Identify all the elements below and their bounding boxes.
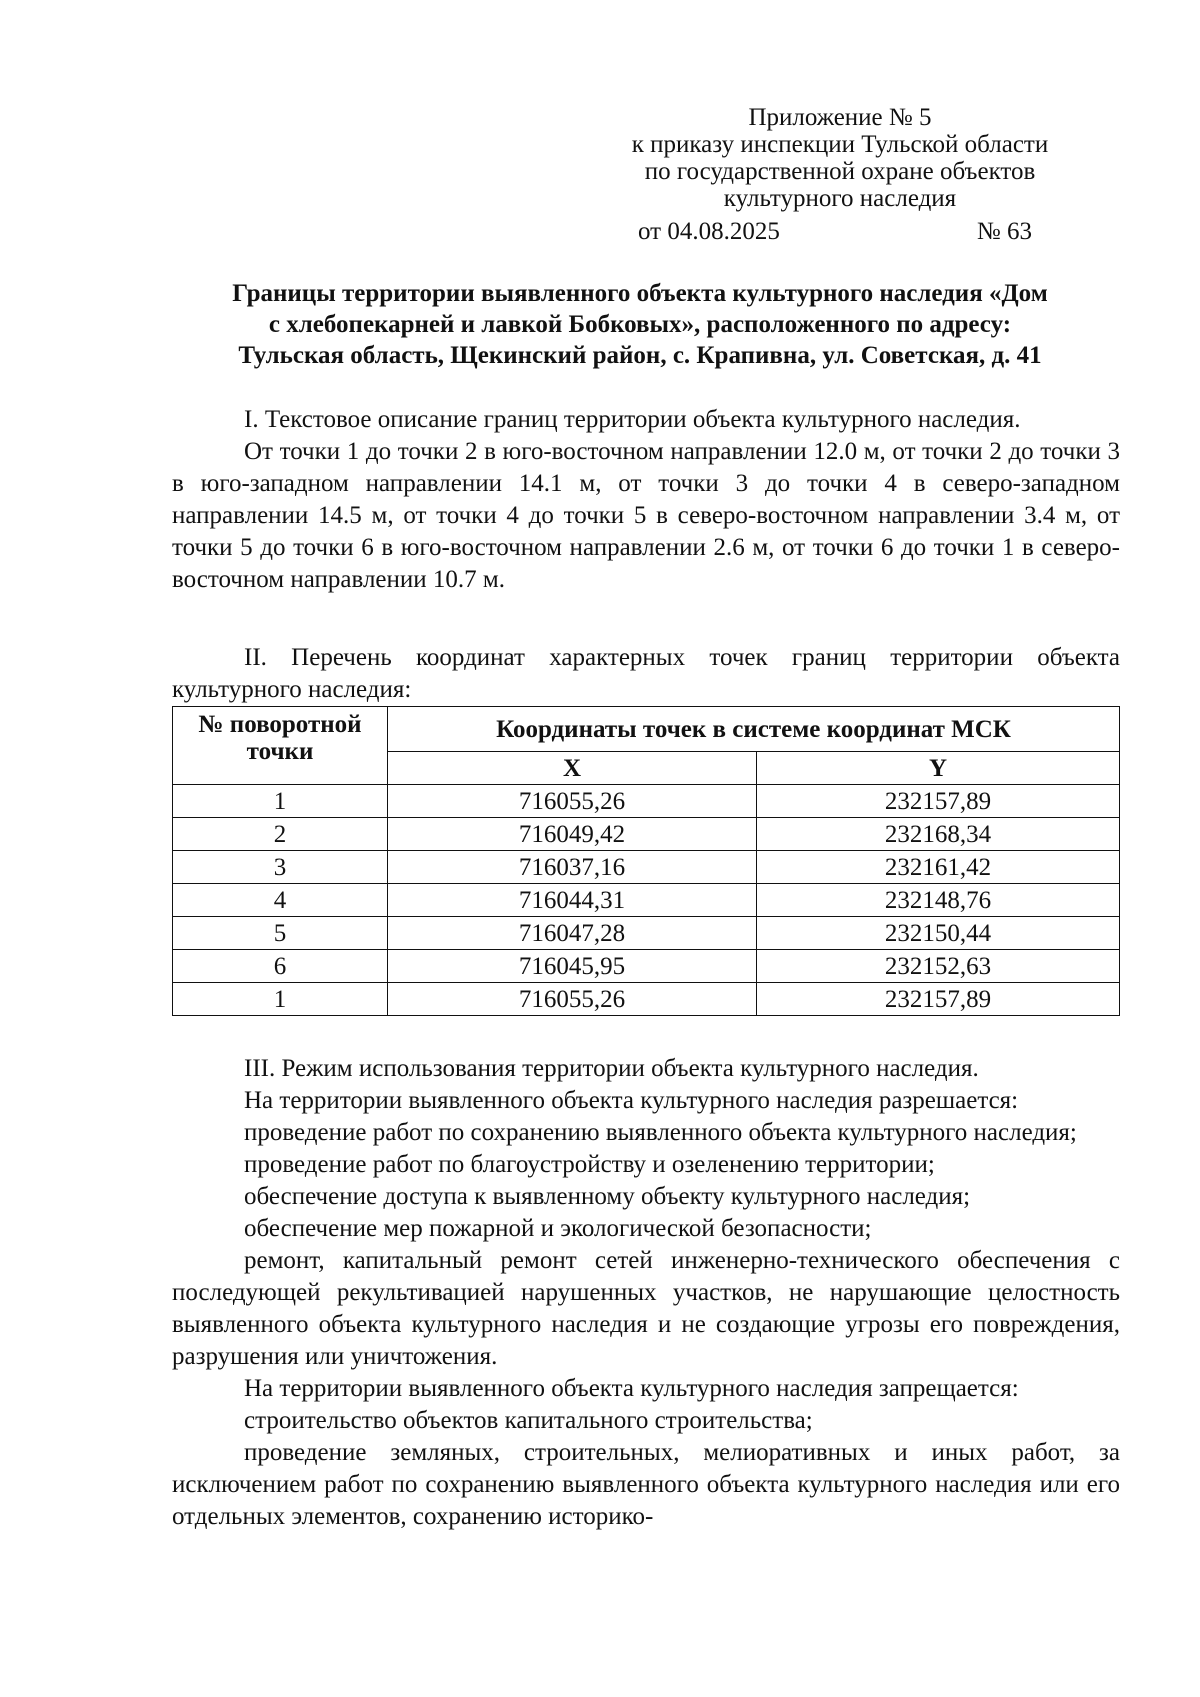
appendix-number: Приложение № 5 — [748, 104, 932, 131]
cell-y: 232157,89 — [757, 785, 1120, 818]
cell-y: 232152,63 — [757, 950, 1120, 983]
allowed-item: проведение работ по сохранению выявленного объекта культурного наследия; — [244, 1119, 1077, 1146]
appendix-order-line: по государственной охране объектов — [644, 158, 1036, 185]
allowed-item: обеспечение мер пожарной и экологической безопасности; — [244, 1215, 872, 1242]
section-heading: II. Перечень координат характерных точек границ территории объекта культурного наследия: — [172, 644, 1120, 703]
column-header-coords: Координаты точек в системе координат МСК — [388, 707, 1120, 752]
forbidden-item: проведение земляных, строительных, мелиоративных и иных работ, за исключением работ по сохранению выявленного объекта культурного наследия или его отдельных элементов, сохранению историко- — [172, 1439, 1120, 1530]
order-date-line — [638, 218, 1078, 245]
cell-point: 1 — [173, 785, 388, 818]
cell-y: 232150,44 — [757, 917, 1120, 950]
table-row — [173, 950, 1120, 983]
section-heading: III. Режим использования территории объекта культурного наследия. — [244, 1055, 979, 1082]
section-boundary-description — [172, 404, 1120, 596]
section-heading: I. Текстовое описание границ территории объекта культурного наследия. — [244, 406, 1021, 433]
allowed-intro: На территории выявленного объекта культурного наследия разрешается: — [244, 1087, 1019, 1114]
appendix-order-line: к приказу инспекции Тульской области — [631, 131, 1049, 158]
cell-x: 716045,95 — [388, 950, 757, 983]
cell-x: 716037,16 — [388, 851, 757, 884]
order-date: от 04.08.2025 — [638, 218, 780, 245]
cell-y: 232148,76 — [757, 884, 1120, 917]
table-row — [173, 851, 1120, 884]
section-coordinates — [172, 642, 1120, 706]
cell-y: 232161,42 — [757, 851, 1120, 884]
allowed-item: ремонт, капитальный ремонт сетей инженерно-технического обеспечения с последующей рекультивацией нарушенных участков, не нарушающие целостность выявленного объекта культурного наследия и не создающие угрозы его повреждения, разрушения или уничтожения. — [172, 1247, 1120, 1370]
title-line: Тульская область, Щекинский район, с. Крапивна, ул. Советская, д. 41 — [238, 342, 1042, 369]
table-header-row — [173, 707, 1120, 752]
allowed-item: проведение работ по благоустройству и озеленению территории; — [244, 1151, 935, 1178]
cell-point: 5 — [173, 917, 388, 950]
cell-x: 716055,26 — [388, 785, 757, 818]
cell-y: 232168,34 — [757, 818, 1120, 851]
cell-x: 716047,28 — [388, 917, 757, 950]
table-row — [173, 818, 1120, 851]
appendix-header — [560, 104, 1120, 212]
cell-point: 3 — [173, 851, 388, 884]
table-row — [173, 785, 1120, 818]
column-header-y: Y — [757, 752, 1120, 785]
cell-y: 232157,89 — [757, 983, 1120, 1016]
table-row — [173, 884, 1120, 917]
cell-x: 716055,26 — [388, 983, 757, 1016]
order-number: № 63 — [976, 218, 1032, 245]
cell-x: 716049,42 — [388, 818, 757, 851]
title-line: с хлебопекарней и лавкой Бобковых», расположенного по адресу: — [268, 311, 1012, 338]
cell-x: 716044,31 — [388, 884, 757, 917]
table-row — [173, 983, 1120, 1016]
document-title — [160, 278, 1120, 371]
cell-point: 6 — [173, 950, 388, 983]
cell-point: 2 — [173, 818, 388, 851]
paragraph: От точки 1 до точки 2 в юго-восточном направлении 12.0 м, от точки 2 до точки 3 в юго-западном направлении 14.1 м, от точки 3 до точки 4 в северо-западном направлении 14.5 м, от точки 4 до точки 5 в северо-восточном направлении 3.4 м, от точки 5 до точки 6 в юго-восточном направлении 2.6 м, от точки 6 до точки 1 в северо-восточном направлении 10.7 м. — [172, 438, 1120, 593]
column-header-x: X — [388, 752, 757, 785]
cell-point: 4 — [173, 884, 388, 917]
table-row — [173, 917, 1120, 950]
coordinates-table — [172, 706, 1120, 1016]
appendix-order-line: культурного наследия — [723, 185, 957, 212]
title-line: Границы территории выявленного объекта культурного наследия «Дом — [232, 280, 1048, 307]
column-header-point: № поворотной точки — [173, 707, 388, 785]
forbidden-intro: На территории выявленного объекта культурного наследия запрещается: — [244, 1375, 1019, 1402]
section-usage-regime — [172, 1053, 1120, 1533]
cell-point: 1 — [173, 983, 388, 1016]
forbidden-item: строительство объектов капитального строительства; — [244, 1407, 813, 1434]
allowed-item: обеспечение доступа к выявленному объекту культурного наследия; — [244, 1183, 971, 1210]
